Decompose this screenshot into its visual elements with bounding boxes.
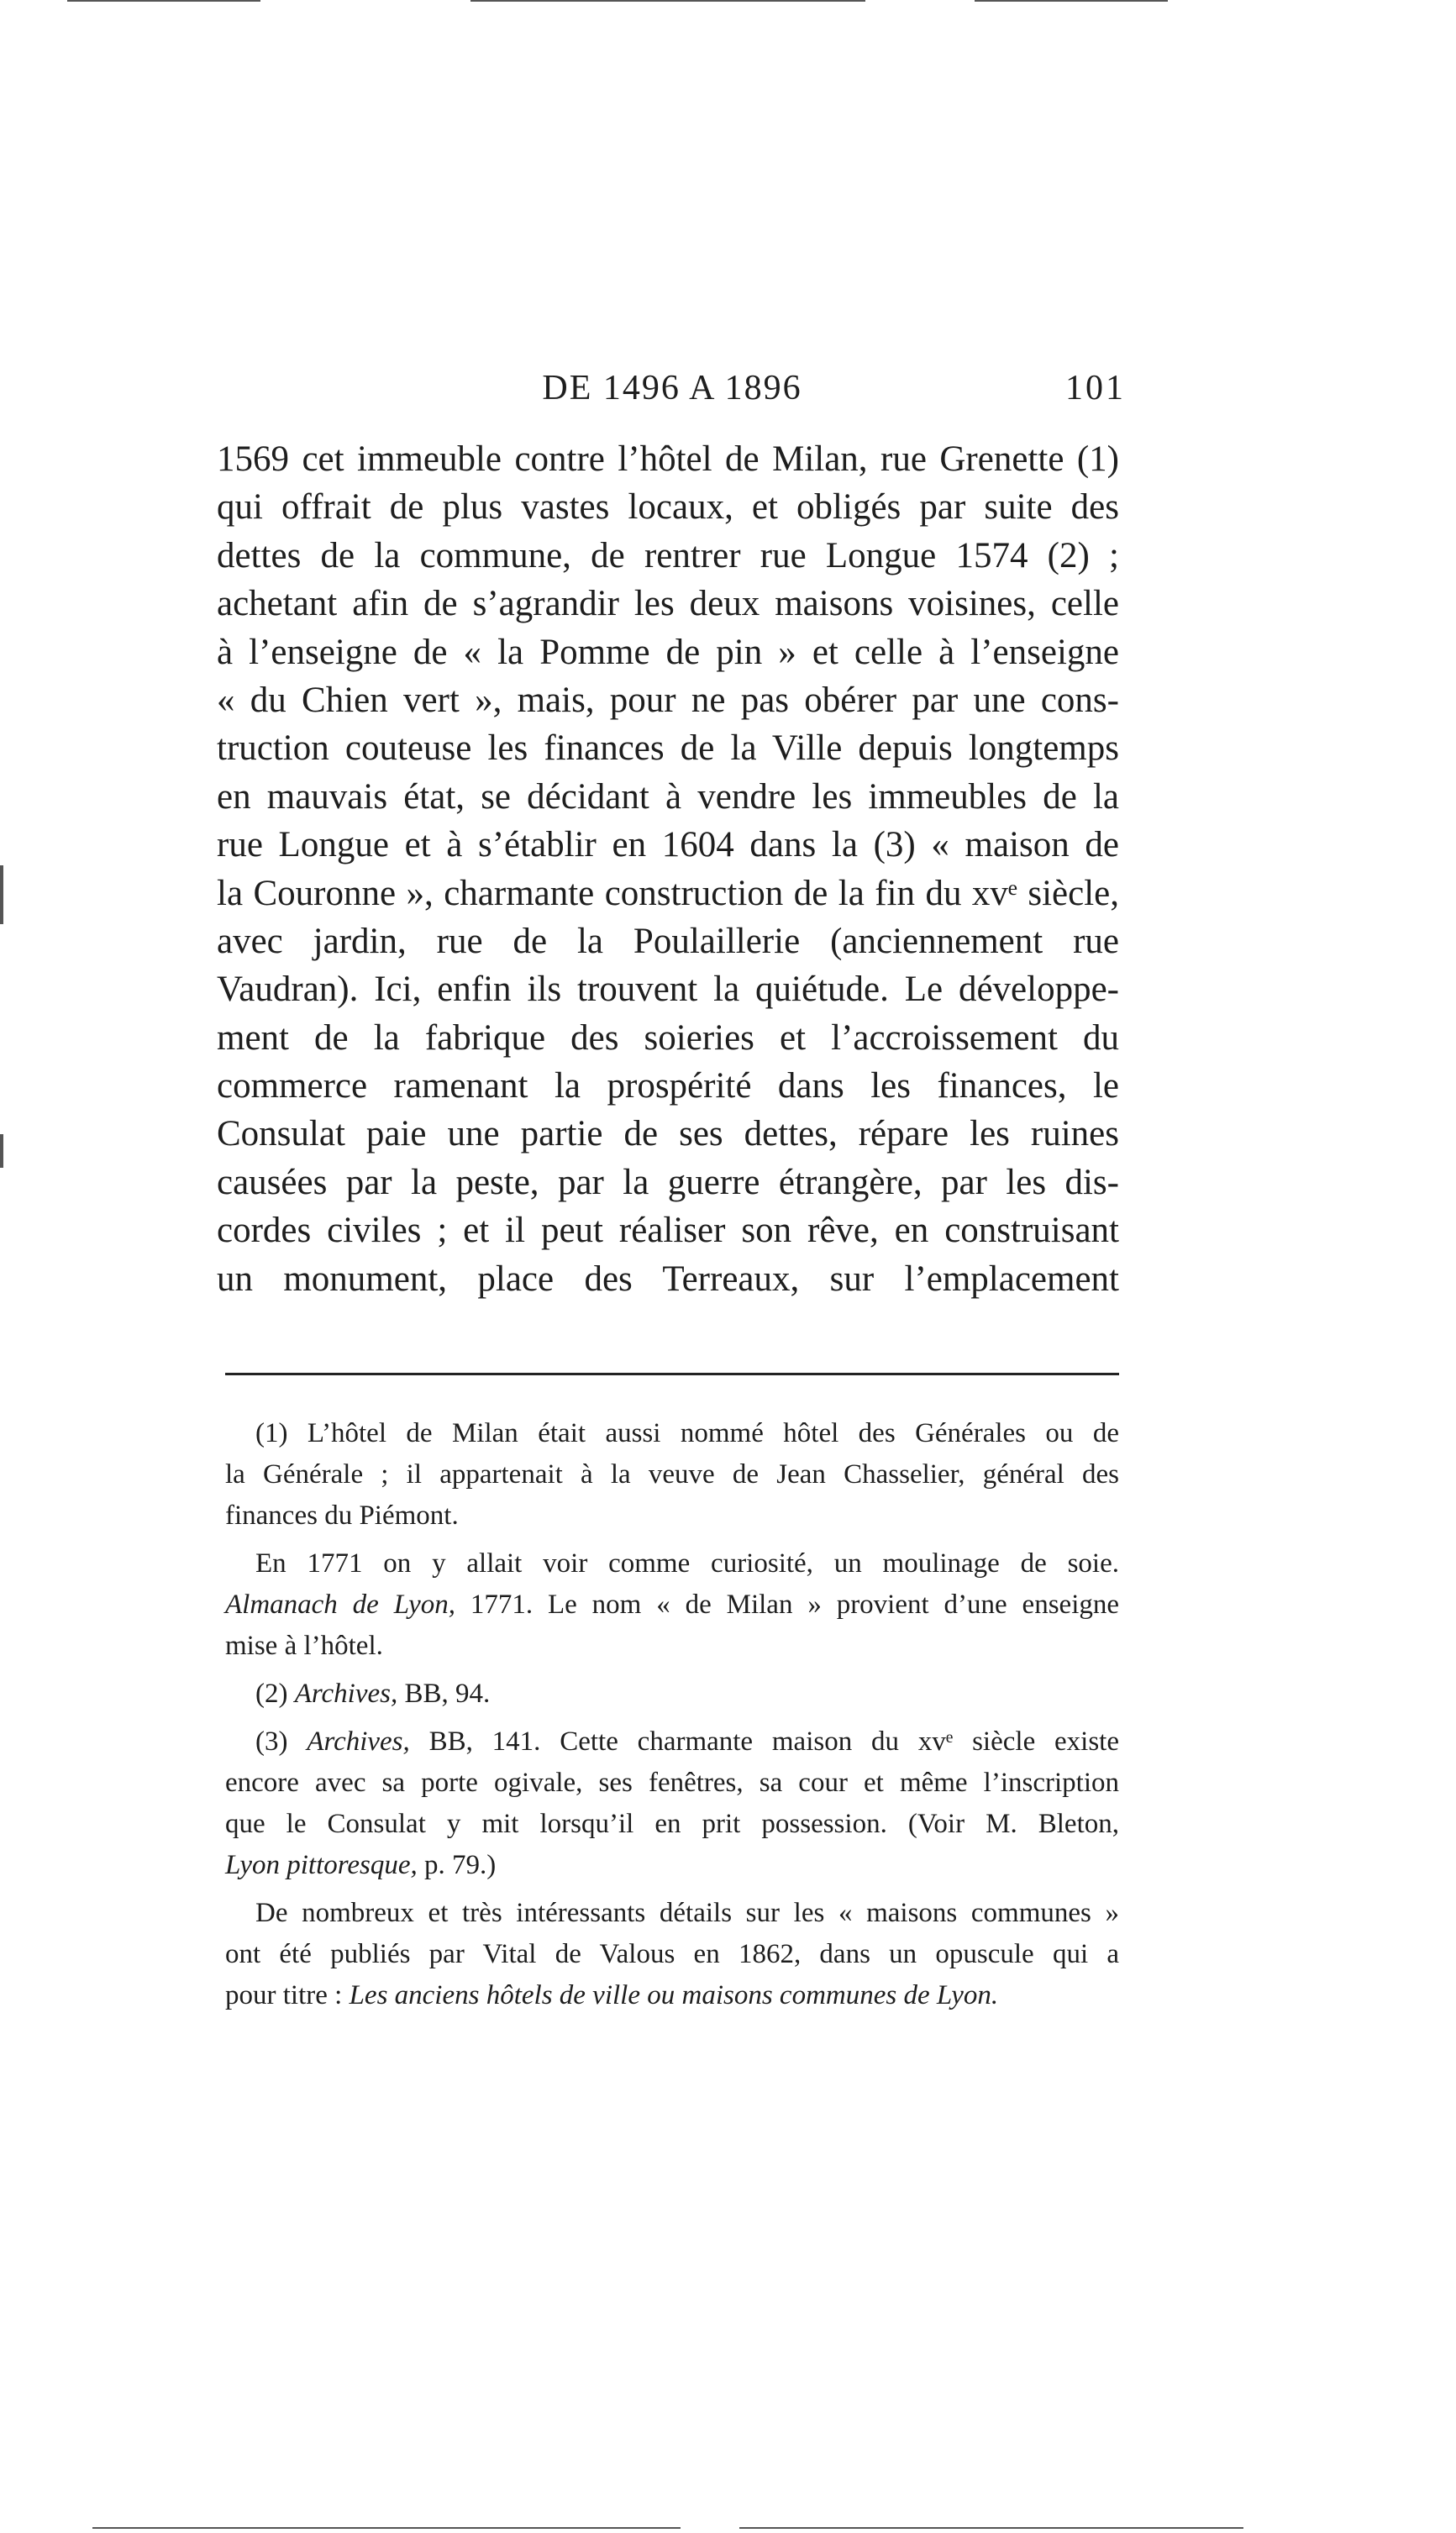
scan-edge-mark [92,2527,681,2529]
text-line: commerce ramenant la prospérité dans les finances, le [217,1066,1119,1106]
footnote-line: que le Consulat y mit lorsqu’il en prit possession. (Voir M. Bleton, [225,1809,1119,1839]
text-line: en mauvais état, se décidant à vendre les immeubles de la [217,776,1119,817]
footnote-line [225,1674,1119,1715]
text-line: dettes de la commune, de rentrer rue Longue 1574 (2) ; [217,535,1119,575]
text-line: Vaudran). Ici, enfin ils trouvent la quiétude. Le développe- [217,970,1119,1010]
footnote-line [225,1721,1119,1763]
text-line: la Couronne », charmante construction de la fin du xvᵉ siècle, [217,873,1119,913]
footnote-2 [225,1674,1119,1715]
text-line: « du Chien vert », mais, pour ne pas obérer par une cons- [217,680,1119,720]
text-line: cordes civiles ; et il peut réaliser son rêve, en construisant [217,1211,1119,1251]
citation-title: Les anciens hôtels de ville ou maisons communes de Lyon. [349,1980,999,2010]
footnote-text: BB, 141. Cette charmante maison du xvᵉ siècle existe [409,1726,1119,1757]
footnote-text: BB, 94. [397,1679,491,1709]
scan-edge-mark [0,1134,3,1168]
text-line: causées par la peste, par la guerre étrangère, par les dis- [217,1162,1119,1202]
text-line: rue Longue et à s’établir en 1604 dans la (3) « maison de [217,825,1119,865]
text-line: ment de la fabrique des soieries et l’accroissement du [217,1017,1119,1058]
footnote-text: 1771. Le nom « de Milan » provient d’une enseigne [455,1590,1120,1620]
running-head: DE 1496 A 1896 [542,369,802,407]
citation-title: Archives, [294,1679,398,1709]
text-line: qui offrait de plus vastes locaux, et obligés par suite des [217,487,1119,528]
scan-edge-mark [0,865,3,924]
footnote-text: pour titre : [225,1980,350,2010]
footnote-line: mise à l’hôtel. [225,1631,383,1661]
scan-edge-mark [739,2527,1243,2529]
footnote-line [225,1845,1119,1886]
text-line: achetant afin de s’agrandir les deux maisons voisines, celle [217,584,1119,624]
footnote-separator [225,1373,1119,1375]
footnote-marker: (3) [255,1726,307,1757]
scan-edge-mark [470,0,865,2]
footnote-line: De nombreux et très intéressants détails sur les « maisons communes » [255,1898,1119,1928]
footnote-line: (1) L’hôtel de Milan était aussi nommé hôtel des Générales ou de [255,1418,1119,1448]
footnote-marker: (2) [255,1679,295,1709]
footnote-line: finances du Piémont. [225,1500,459,1531]
citation-title: Lyon pittoresque, [225,1850,418,1880]
footnote-line: En 1771 on y allait voir comme curiosité, un moulinage de soie. [255,1548,1119,1579]
text-line: un monument, place des Terreaux, sur l’emplacement [217,1259,1119,1299]
page-header [218,368,1126,418]
text-line: truction couteuse les finances de la Ville depuis longtemps [217,728,1119,769]
footnote-line: encore avec sa porte ogivale, ses fenêtres, sa cour et même l’inscription [225,1768,1119,1798]
text-line: 1569 cet immeuble contre l’hôtel de Milan, rue Grenette (1) [217,439,1119,479]
text-line: avec jardin, rue de la Poulaillerie (anciennement rue [217,921,1119,961]
page-number: 101 [1065,369,1126,407]
scan-edge-mark [67,0,260,2]
footnote-4 [225,1893,1119,2016]
citation-title: Archives, [307,1726,410,1757]
main-text [217,435,1119,1303]
footnotes [225,1413,1119,2023]
text-line: Consulat paie une partie de ses dettes, répare les ruines [217,1114,1119,1154]
footnote-line: ont été publiés par Vital de Valous en 1862, dans un opuscule qui a [225,1939,1119,1969]
citation-title: Almanach de Lyon, [225,1590,455,1620]
footnote-line: la Générale ; il appartenait à la veuve de Jean Chasselier, général des [225,1459,1119,1490]
footnote-3 [225,1721,1119,1886]
footnote-line [225,1584,1119,1626]
footnote-line [225,1975,1119,2016]
footnote-1-continued [225,1543,1119,1667]
footnote-1 [225,1413,1119,1537]
text-line: à l’enseigne de « la Pomme de pin » et celle à l’enseigne [217,632,1119,672]
scan-edge-mark [975,0,1168,2]
footnote-text: p. 79.) [417,1850,497,1880]
